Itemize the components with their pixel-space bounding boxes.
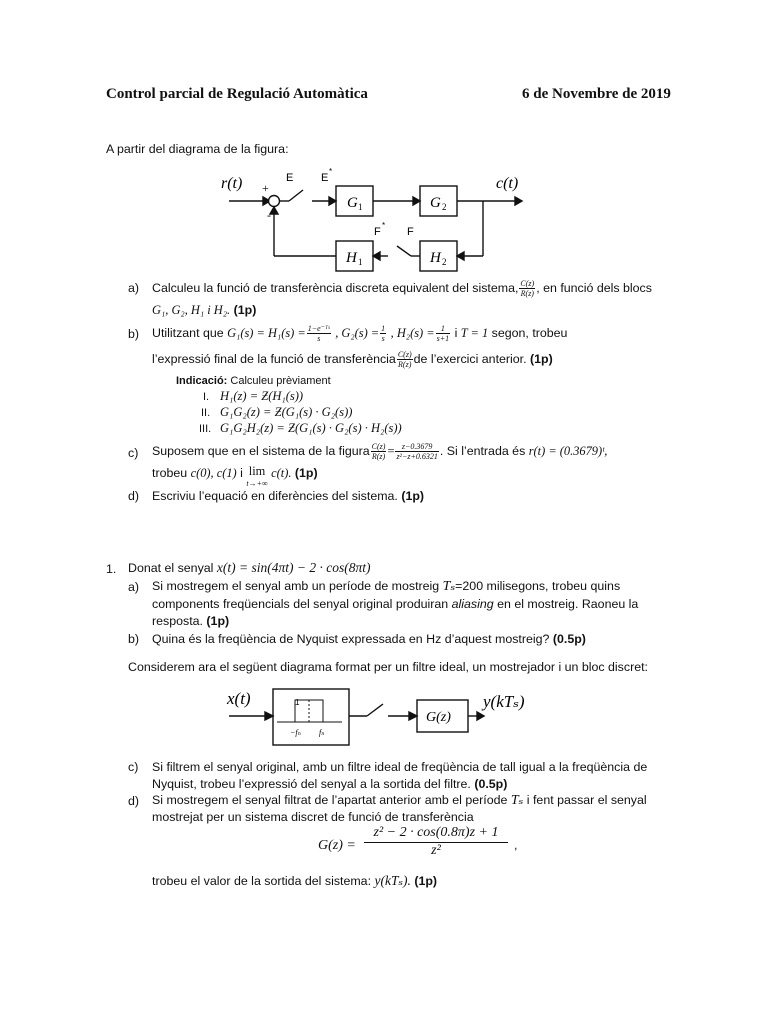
- q1-c-line1: Si filtrem el senyal original, amb un filtre ideal de freqüència de tall igual a la freqüència de: [152, 760, 648, 774]
- item-c-line2: trobeu c(0), c(1) i lim t→+∞ c(t). (1p): [152, 464, 318, 488]
- block-h1: H: [346, 250, 357, 266]
- block-g2-sub: 2: [442, 202, 447, 212]
- block-h1-sub: 1: [358, 257, 363, 267]
- q1-a-line3: resposta. (1p): [152, 614, 230, 628]
- gz-denominator: z²: [431, 843, 441, 858]
- hint-item-2-expr: G₁G₂(z) = Ƶ(G₁(s) · G₂(s)): [220, 405, 353, 419]
- exam-title: Control parcial de Regulació Automàtica: [106, 86, 368, 102]
- q1-d-line1: Si mostregem el senyal filtrat de l’apartat anterior amb el període Tₛ i fent passar el senyal: [152, 793, 647, 808]
- q1-statement: Donat el senyal x(t) = sin(4πt) − 2 · cos(8πt): [128, 560, 371, 575]
- item-b-line1: Utilitzant que G₁(s) = H₁(s) = $\frac{\text{1−e⁻ᵀˢ}}{s}$ , G₂(s) = $\frac{1}{s}$ , H₂(s) = $\frac{1}{s+1}$ i T = 1 segon, trobeu: [152, 324, 568, 343]
- block-h2-sub: 2: [442, 257, 447, 267]
- q1-c-line2: Nyquist, trobeu l’expressió del senyal a la sortida del filtre. (0.5p): [152, 777, 508, 791]
- gz-comma: ,: [514, 838, 518, 852]
- signal-f-label: F: [407, 226, 414, 238]
- block-h2: H: [430, 250, 441, 266]
- gz-fraction: [364, 825, 508, 859]
- f-star-superscript: *: [382, 221, 386, 230]
- q1-a-label: a): [128, 580, 140, 594]
- filter-neg-fn: −fₙ: [290, 728, 301, 737]
- output-y-label: y(kTₛ): [483, 692, 525, 711]
- item-b-label: b): [128, 327, 140, 341]
- item-a-line2: G₁, G₂, H₁ i H₂. (1p): [152, 303, 257, 317]
- e-star-superscript: *: [329, 167, 333, 176]
- minus-sign: -: [267, 208, 271, 222]
- exam-date: 6 de Novembre de 2019: [522, 86, 671, 102]
- item-a-label: a): [128, 281, 140, 295]
- item-b-line2: l’expressió final de la funció de transferència $\frac{C(z)}{R(z)}$ de l’exercici anterior. (1p): [152, 350, 553, 369]
- item-c-label: c): [128, 446, 139, 460]
- hint-item-3-expr: G₁G₂H₂(z) = Ƶ(G₁(s) · G₂(s) · H₂(s)): [220, 421, 402, 435]
- gz-numerator: z² − 2 · cos(0.8π)z + 1: [364, 825, 508, 843]
- q1-d-line2: mostrejat per un sistema discret de funció de transferència: [152, 810, 474, 824]
- plus-sign: +: [262, 181, 269, 195]
- signal-f-star-label: F: [374, 226, 381, 238]
- input-r-label: r(t): [221, 175, 243, 192]
- q1-a-line1: Si mostregem el senyal amb un període de mostreig Tₛ=200 milisegons, trobeu quins: [152, 579, 621, 594]
- block-diagram-feedback: [215, 162, 535, 276]
- hint-item-1-num: I.: [203, 391, 210, 403]
- block-g1: G: [347, 195, 358, 211]
- consider-text: Considerem ara el següent diagrama format per un filtre ideal, un mostrejador i un bloc discret:: [128, 660, 648, 674]
- output-c-label: c(t): [496, 175, 519, 192]
- item-d-label: d): [128, 489, 140, 503]
- q1-d-label: d): [128, 794, 140, 808]
- hint-item-3-num: III.: [199, 423, 212, 435]
- hint-item-2-num: II.: [201, 407, 211, 419]
- q1-d-final: trobeu el valor de la sortida del sistema: y(kTₛ). (1p): [152, 873, 438, 888]
- input-x-label: x(t): [227, 689, 251, 708]
- item-c-line1: Suposem que en el sistema de la figura $\frac{C(z)}{R(z)}$ = $\frac{z-0.3679}{\text{z²−z+0.6321}}$ . Si l’entrada és r(t) = (0.3679)ᵗ,: [152, 442, 608, 461]
- q1-b-label: b): [128, 632, 140, 646]
- block-g1-sub: 1: [358, 202, 363, 212]
- hint-item-1-expr: H₁(z) = Ƶ(H₁(s)): [220, 389, 304, 403]
- q1-c-label: c): [128, 760, 139, 774]
- q1-number: 1.: [106, 562, 117, 576]
- hint-heading: Indicació: Calculeu prèviament: [176, 375, 331, 387]
- item-a-line1: Calculeu la funció de transferència discreta equivalent del sistema, $\frac{C(z)}{R(z)}$ , en funció dels blocs: [152, 279, 652, 298]
- q1-b-text: Quina és la freqüència de Nyquist expressada en Hz d’aquest mostreig? (0.5p): [152, 632, 586, 646]
- item-d-text: Escriviu l’equació en diferències del sistema. (1p): [152, 489, 425, 503]
- gz-lhs: G(z) =: [318, 838, 356, 853]
- signal-e-label: E: [286, 172, 294, 184]
- intro-text: A partir del diagrama de la figura:: [106, 142, 289, 156]
- block-gz: G(z): [426, 710, 451, 725]
- q1-a-line2: components freqüencials del senyal original produiran aliasing en el mostreig. Raoneu la: [152, 597, 639, 611]
- filter-gain-label: 1: [295, 698, 300, 707]
- filter-pos-fn: fₙ: [319, 728, 325, 737]
- block-diagram-sampling: [225, 683, 555, 753]
- block-g2: G: [430, 195, 441, 211]
- signal-e-star-label: E: [321, 172, 329, 184]
